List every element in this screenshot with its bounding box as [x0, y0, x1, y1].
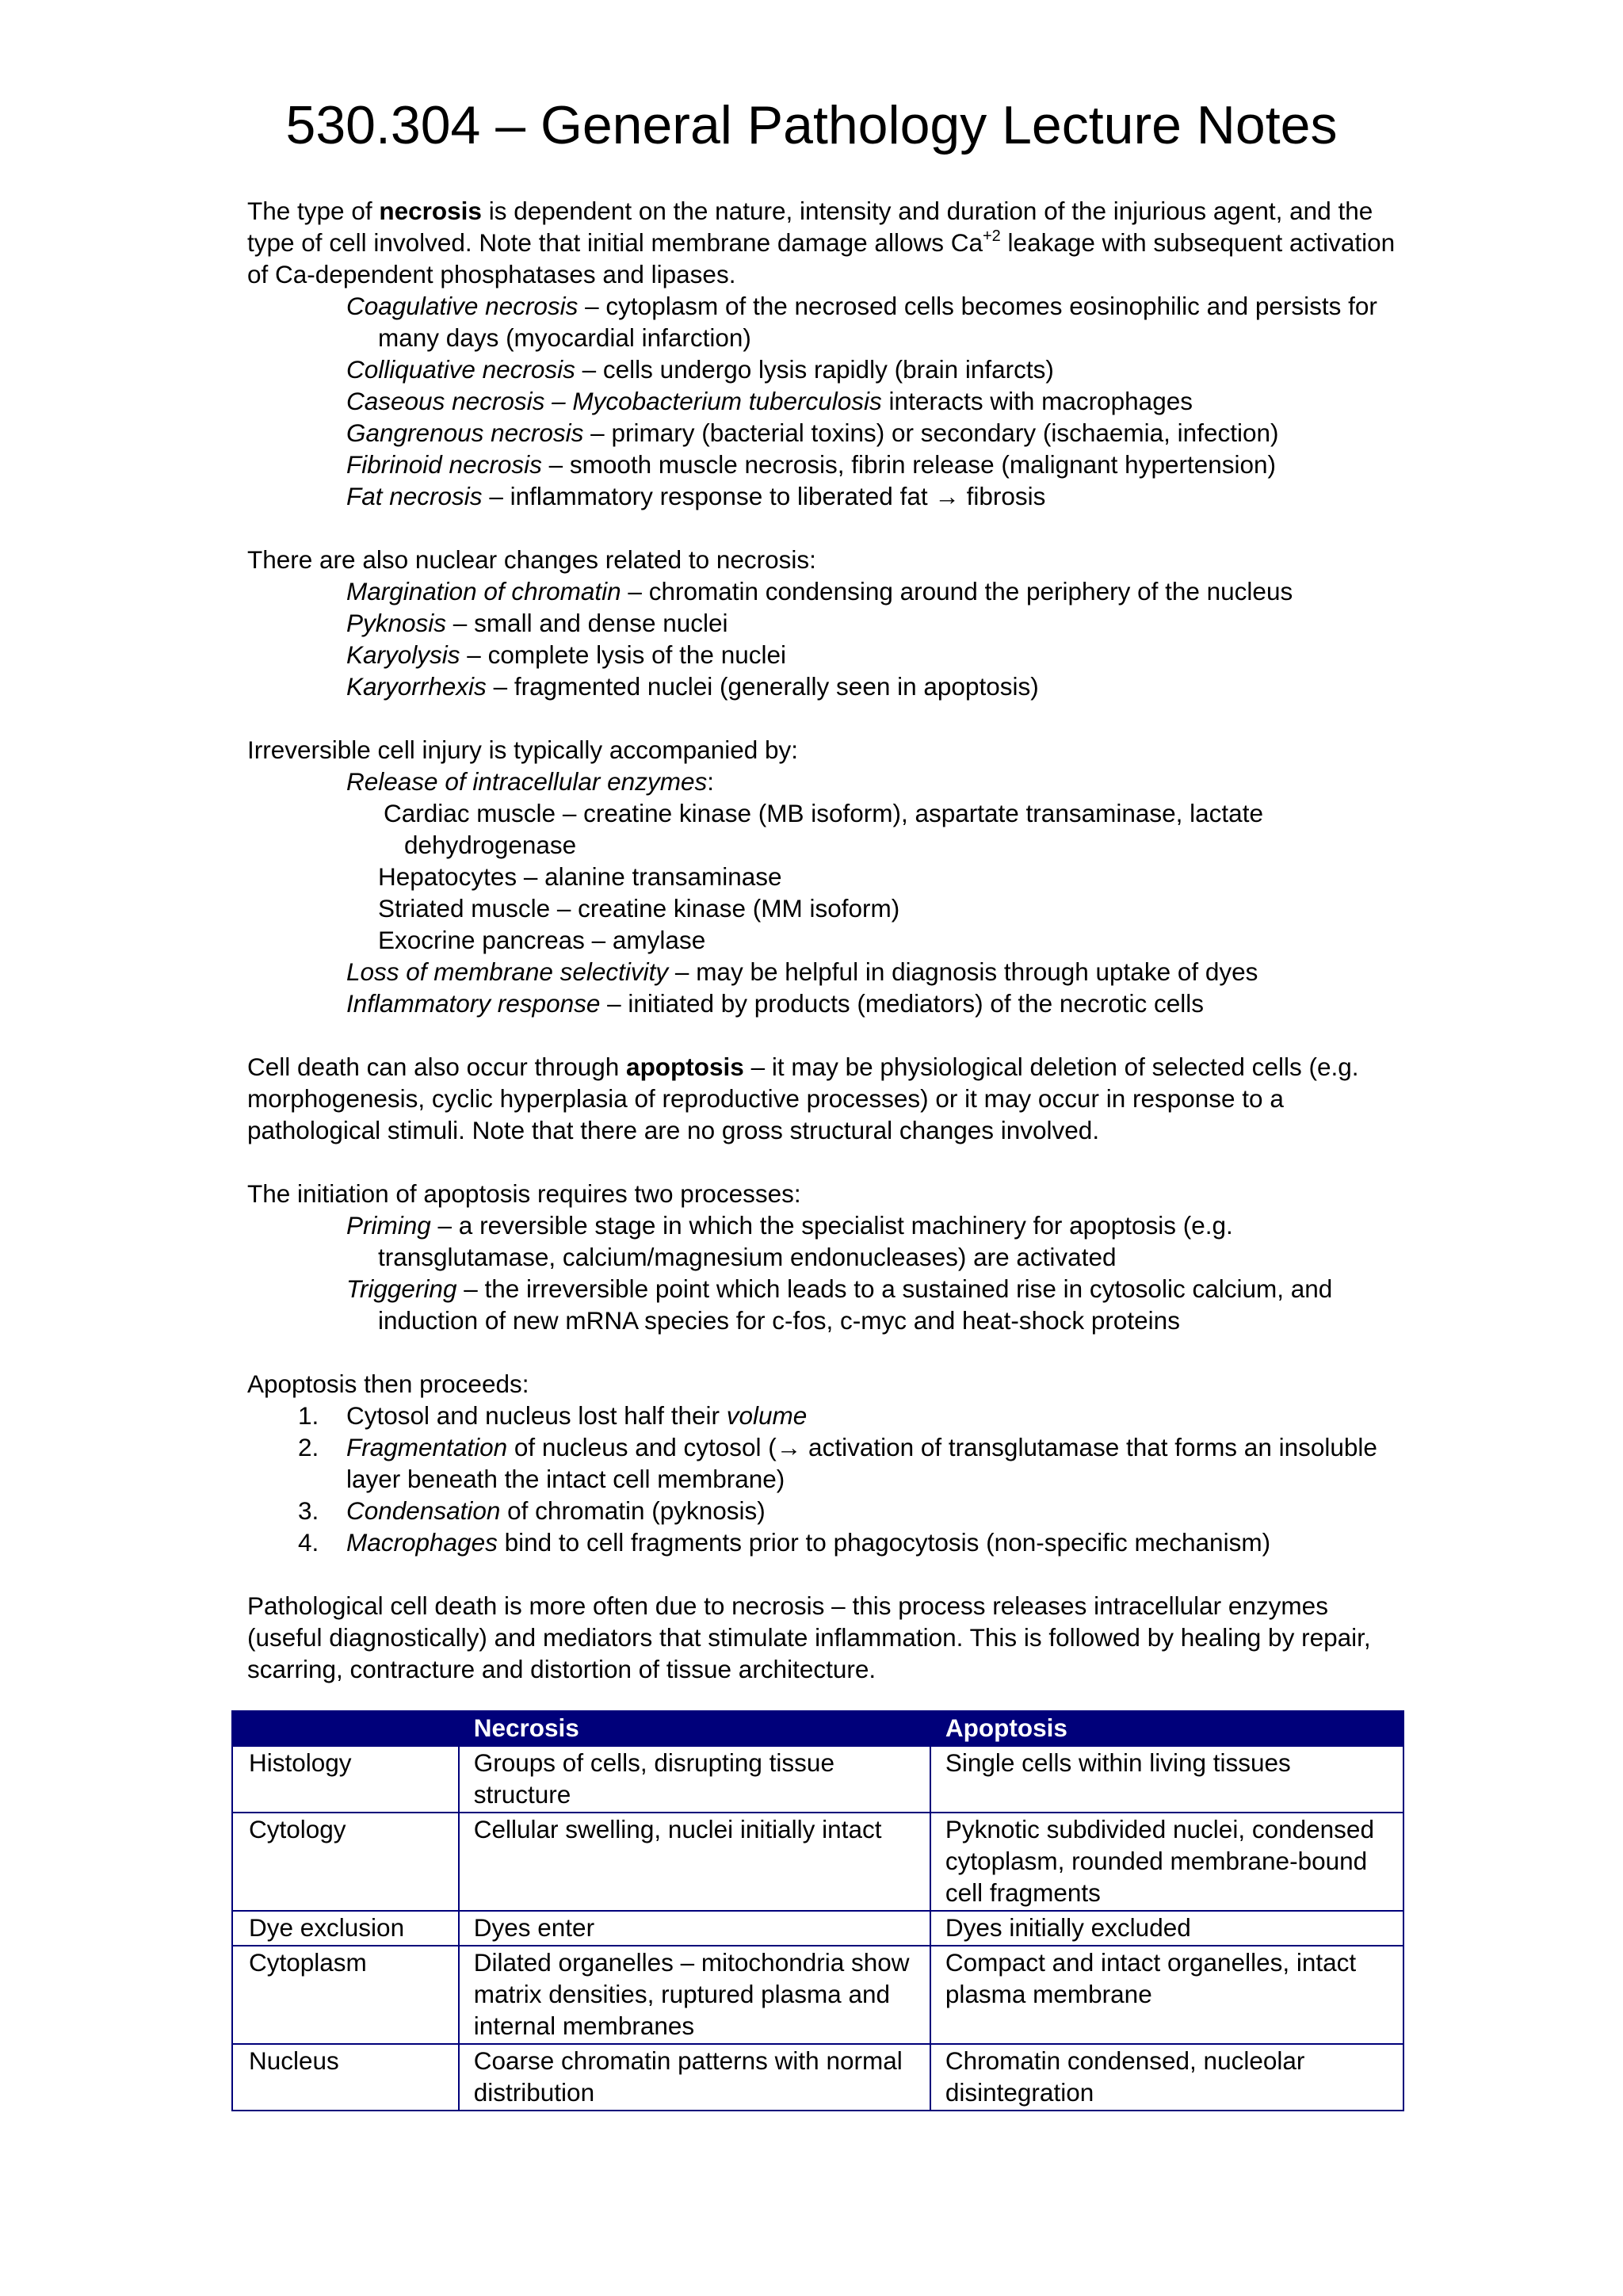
- apoptosis-step: 3. Condensation of chromatin (pyknosis): [298, 1496, 766, 1525]
- initiation-triggering: Triggering – the irreversible point which leads to a sustained rise in cytosolic calcium, and induction of new mRNA species for c-fos, c-myc and heat-shock proteins: [346, 1274, 1333, 1335]
- row-label: Histology: [232, 1746, 459, 1813]
- proceeds-intro: Apoptosis then proceeds:: [247, 1370, 529, 1398]
- initiation-intro: The initiation of apoptosis requires two processes:: [247, 1179, 801, 1208]
- table-row: [232, 1911, 1403, 1946]
- necrosis-term: necrosis: [379, 197, 482, 225]
- necrosis-type-fibrinoid: Fibrinoid necrosis – smooth muscle necrosis, fibrin release (malignant hypertension): [346, 450, 1277, 479]
- closing-paragraph: Pathological cell death is more often due to necrosis – this process releases intracellular enzymes (useful diagnostically) and mediators that stimulate inflammation. This is followed by healing by repair, scarring, contracture and distortion of tissue architecture.: [247, 1591, 1371, 1683]
- document-body: [247, 195, 1404, 1685]
- necrosis-type-colliquative: Colliquative necrosis – cells undergo lysis rapidly (brain infarcts): [346, 355, 1054, 384]
- necrosis-type-fat: Fat necrosis – inflammatory response to liberated fat → fibrosis: [346, 482, 1046, 510]
- table-header-necrosis: Necrosis: [459, 1711, 930, 1746]
- apoptosis-steps-list: [247, 1400, 1404, 1558]
- table-row: [232, 2044, 1403, 2111]
- table-row: [232, 1746, 1403, 1813]
- nuclear-change-item: Karyolysis – complete lysis of the nuclei: [346, 640, 787, 669]
- table-header-blank: [232, 1711, 459, 1746]
- apoptosis-cell: Chromatin condensed, nucleolar disintegration: [930, 2044, 1403, 2111]
- enzyme-item-hepatocytes: Hepatocytes – alanine transaminase: [378, 862, 782, 891]
- nuclear-changes-list: [247, 575, 1404, 702]
- table-row: [232, 1946, 1403, 2044]
- apoptosis-cell: Dyes initially excluded: [930, 1911, 1403, 1946]
- inflammatory-response-item: Inflammatory response – initiated by products (mediators) of the necrotic cells: [346, 989, 1204, 1018]
- calcium-charge: +2: [982, 227, 1001, 245]
- necrosis-cell: Dilated organelles – mitochondria show matrix densities, ruptured plasma and internal membranes: [459, 1946, 930, 2044]
- apoptosis-cell: Pyknotic subdivided nuclei, condensed cytoplasm, rounded membrane-bound cell fragments: [930, 1813, 1403, 1911]
- row-label: Dye exclusion: [232, 1911, 459, 1946]
- table-header-row: [232, 1711, 1403, 1746]
- necrosis-type-caseous: Caseous necrosis – Mycobacterium tuberculosis interacts with macrophages: [346, 387, 1193, 415]
- enzyme-list: [247, 797, 1404, 956]
- necrosis-vs-apoptosis-table: [231, 1710, 1404, 2111]
- nuclear-change-item: Pyknosis – small and dense nuclei: [346, 609, 728, 637]
- release-enzymes-heading: Release of intracellular enzymes:: [346, 767, 714, 796]
- row-label: Nucleus: [232, 2044, 459, 2111]
- necrosis-intro-paragraph: The type of necrosis is dependent on the nature, intensity and duration of the injurious agent, and the type of cell involved. Note that initial membrane damage allows $Ca^{+2}$ leakage with subsequent activation of Ca-dependent phosphatases and lipases.: [247, 197, 1396, 288]
- necrosis-cell: Coarse chromatin patterns with normal distribution: [459, 2044, 930, 2111]
- necrosis-cell: Groups of cells, disrupting tissue structure: [459, 1746, 930, 1813]
- enzyme-item-cardiac: Cardiac muscle – creatine kinase (MB isoform), aspartate transaminase, lactate dehydrogenase: [384, 799, 1263, 859]
- row-label: Cytoplasm: [232, 1946, 459, 2044]
- necrosis-cell: Cellular swelling, nuclei initially intact: [459, 1813, 930, 1911]
- nuclear-change-item: Margination of chromatin – chromatin condensing around the periphery of the nucleus: [346, 577, 1293, 606]
- apoptosis-step: 4. Macrophages bind to cell fragments prior to phagocytosis (non-specific mechanism): [298, 1528, 1271, 1557]
- table-header-apoptosis: Apoptosis: [930, 1711, 1403, 1746]
- irreversible-injury-intro: Irreversible cell injury is typically accompanied by:: [247, 735, 799, 764]
- apoptosis-cell: Compact and intact organelles, intact plasma membrane: [930, 1946, 1403, 2044]
- row-label: Cytology: [232, 1813, 459, 1911]
- necrosis-cell: Dyes enter: [459, 1911, 930, 1946]
- apoptosis-step: 2. Fragmentation of nucleus and cytosol (→ activation of transglutamase that forms an insoluble layer beneath the intact cell membrane): [298, 1433, 1377, 1493]
- apoptosis-cell: Single cells within living tissues: [930, 1746, 1403, 1813]
- page-title: 530.304 – General Pathology Lecture Notes: [285, 95, 1338, 155]
- nuclear-change-item: Karyorrhexis – fragmented nuclei (generally seen in apoptosis): [346, 672, 1039, 701]
- necrosis-type-gangrenous: Gangrenous necrosis – primary (bacterial toxins) or secondary (ischaemia, infection): [346, 418, 1279, 447]
- necrosis-types-list: [247, 290, 1404, 512]
- initiation-priming: Priming – a reversible stage in which the specialist machinery for apoptosis (e.g. transglutamase, calcium/magnesium endonucleases) are activated: [346, 1211, 1233, 1271]
- nuclear-changes-intro: There are also nuclear changes related to necrosis:: [247, 545, 816, 574]
- table-row: [232, 1813, 1403, 1911]
- apoptosis-intro-paragraph: Cell death can also occur through apoptosis – it may be physiological deletion of selected cells (e.g. morphogenesis, cyclic hyperplasia of reproductive processes) or it may occur in response to a pathological stimuli. Note that there are no gross structural changes involved.: [247, 1052, 1359, 1144]
- membrane-selectivity-item: Loss of membrane selectivity – may be helpful in diagnosis through uptake of dyes: [346, 957, 1258, 986]
- enzyme-item-striated: Striated muscle – creatine kinase (MM isoform): [378, 894, 900, 923]
- apoptosis-step: 1. Cytosol and nucleus lost half their volume: [298, 1401, 808, 1430]
- apoptosis-term: apoptosis: [626, 1052, 744, 1081]
- enzyme-item-pancreas: Exocrine pancreas – amylase: [378, 926, 706, 954]
- necrosis-type-coagulative: Coagulative necrosis – cytoplasm of the necrosed cells becomes eosinophilic and persists for many days (myocardial infarction): [346, 292, 1377, 352]
